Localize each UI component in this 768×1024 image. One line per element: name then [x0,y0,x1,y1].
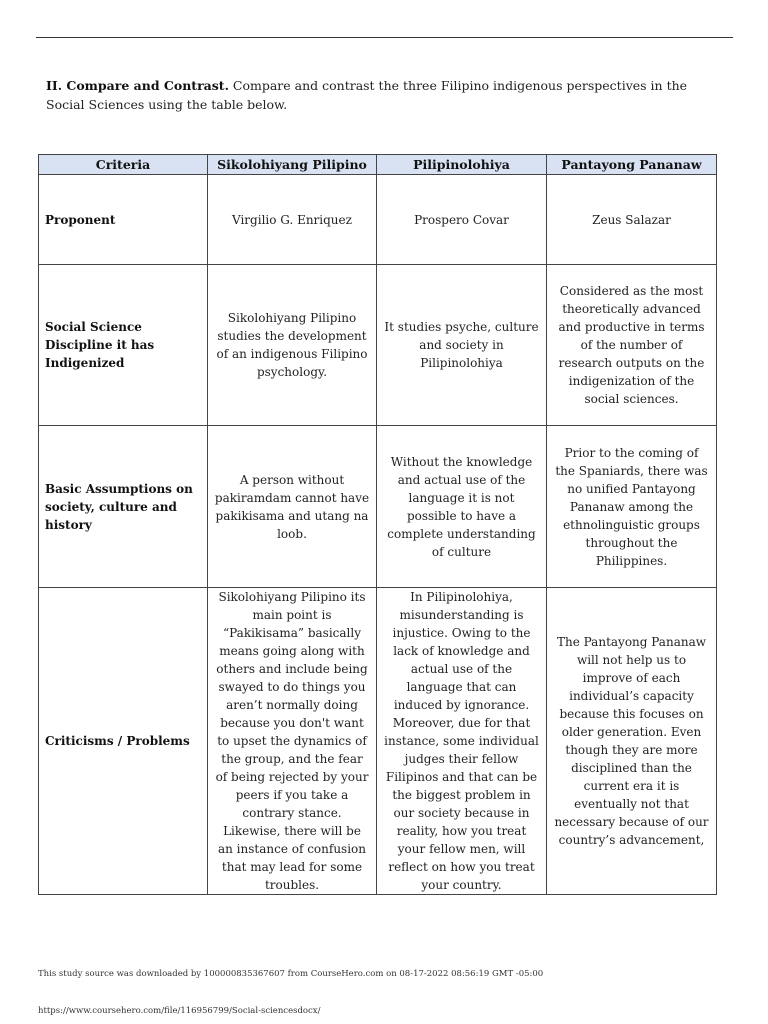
pantayong-pananaw-cell: Prior to the coming of the Spaniards, there was no unified Pantayong Pananaw among the ethnolinguistic groups throughout the Philippines. [547,426,717,588]
pantayong-pananaw-cell: The Pantayong Pananaw will not help us to improve of each individual’s capacity because this focuses on older generation. Even though they are more disciplined than the current era it is eventually not that necessary because of our country’s advancement, [547,588,717,895]
pilipinolohiya-cell: In Pilipinolohiya, misunderstanding is injustice. Owing to the lack of knowledge and actual use of the language that can induced by ignorance. Moreover, due for that instance, some individual judges their fellow Filipinos and that can be the biggest problem in our society because in reality, how you treat your fellow men, will reflect on how you treat your country. [377,588,547,895]
row-criteria-cell: Criticisms / Problems [39,588,208,895]
row-criteria-cell: Basic Assumptions on society, culture and history [39,426,208,588]
pantayong-pananaw-cell: Considered as the most theoretically advanced and productive in terms of the number of research outputs on the indigenization of the social sciences. [547,265,717,426]
pantayong-pananaw-cell: Zeus Salazar [547,175,717,265]
comparison-table [38,154,717,895]
row-criteria-cell: Social Science Discipline it has Indigenized [39,265,208,426]
sikolohiyang-pilipino-cell: Sikolohiyang Pilipino studies the development of an indigenous Filipino psychology. [208,265,377,426]
sikolohiyang-pilipino-cell: A person without pakiramdam cannot have pakikisama and utang na loob. [208,426,377,588]
table-row [39,265,717,426]
top-divider [36,37,733,38]
source-url-link[interactable]: https://www.coursehero.com/file/116956799/Social-sciencesdocx/ [38,1006,321,1016]
table-header-row [39,155,717,175]
header-sikolohiyang-pilipino: Sikolohiyang Pilipino [208,155,377,175]
sikolohiyang-pilipino-cell: Sikolohiyang Pilipino its main point is “Pakikisama” basically means going along with others and include being swayed to do things you aren’t normally doing because you don't want to upset the dynamics of the group, and the fear of being rejected by your peers if you take a contrary stance. Likewise, there will be an instance of confusion that may lead for some troubles. [208,588,377,895]
header-criteria: Criteria [39,155,208,175]
row-criteria-cell: Proponent [39,175,208,265]
sikolohiyang-pilipino-cell: Virgilio G. Enriquez [208,175,377,265]
pilipinolohiya-cell: Without the knowledge and actual use of the language it is not possible to have a complete understanding of culture [377,426,547,588]
download-source-note: This study source was downloaded by 100000835367607 from CourseHero.com on 08-17-2022 08:56:19 GMT -05:00 [38,969,544,979]
header-pilipinolohiya: Pilipinolohiya [377,155,547,175]
instruction-text: Compare and contrast the three Filipino indigenous perspectives in the Social Sciences using the table below. [46,78,688,112]
table-row [39,588,717,895]
pilipinolohiya-cell: It studies psyche, culture and society in Pilipinolohiya [377,265,547,426]
header-pantayong-pananaw: Pantayong Pananaw [547,155,717,175]
table-row [39,175,717,265]
pilipinolohiya-cell: Prospero Covar [377,175,547,265]
instruction-heading: II. Compare and Contrast. [46,78,229,93]
instruction-paragraph [46,76,706,114]
table-row [39,426,717,588]
